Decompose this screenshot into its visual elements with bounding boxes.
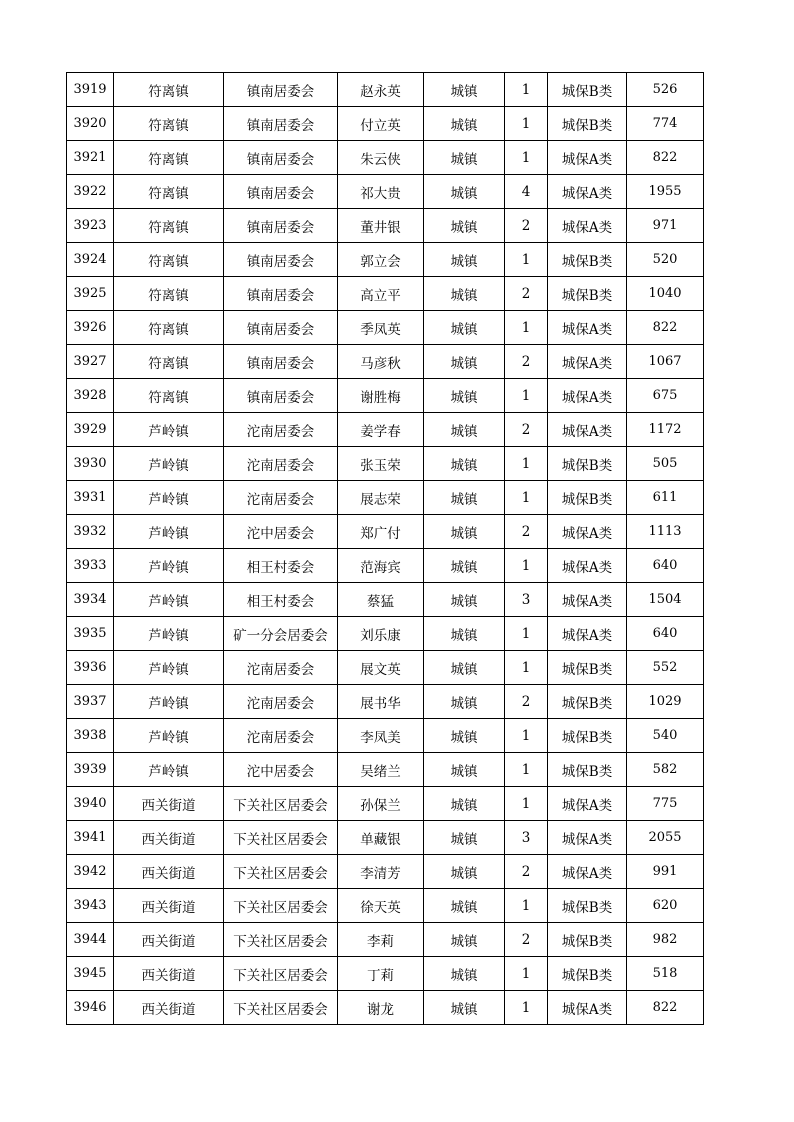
cell-name: 郭立会 (338, 243, 424, 277)
cell-serial-number: 3943 (67, 889, 114, 923)
cell-serial-number: 3929 (67, 413, 114, 447)
cell-serial-number: 3946 (67, 991, 114, 1025)
cell-area-type: 城镇 (424, 753, 505, 787)
cell-amount: 2055 (627, 821, 704, 855)
table-row (67, 73, 704, 107)
cell-town: 西关街道 (114, 923, 224, 957)
table-row (67, 379, 704, 413)
cell-name: 范海宾 (338, 549, 424, 583)
cell-area-type: 城镇 (424, 923, 505, 957)
cell-household-members: 3 (505, 583, 548, 617)
cell-amount: 822 (627, 991, 704, 1025)
cell-committee: 镇南居委会 (224, 345, 338, 379)
cell-committee: 镇南居委会 (224, 277, 338, 311)
table-row (67, 923, 704, 957)
cell-serial-number: 3926 (67, 311, 114, 345)
cell-amount: 982 (627, 923, 704, 957)
table-row (67, 515, 704, 549)
cell-town: 符离镇 (114, 311, 224, 345)
cell-town: 西关街道 (114, 787, 224, 821)
cell-serial-number: 3920 (67, 107, 114, 141)
cell-area-type: 城镇 (424, 175, 505, 209)
cell-town: 芦岭镇 (114, 583, 224, 617)
cell-committee: 沱中居委会 (224, 515, 338, 549)
table-row (67, 277, 704, 311)
cell-serial-number: 3922 (67, 175, 114, 209)
cell-household-members: 2 (505, 277, 548, 311)
cell-area-type: 城镇 (424, 719, 505, 753)
cell-name: 孙保兰 (338, 787, 424, 821)
cell-area-type: 城镇 (424, 617, 505, 651)
cell-name: 李莉 (338, 923, 424, 957)
cell-household-members: 1 (505, 753, 548, 787)
cell-committee: 镇南居委会 (224, 379, 338, 413)
cell-household-members: 1 (505, 447, 548, 481)
cell-area-type: 城镇 (424, 651, 505, 685)
cell-category: 城保A类 (548, 209, 627, 243)
cell-household-members: 1 (505, 719, 548, 753)
cell-category: 城保B类 (548, 651, 627, 685)
cell-town: 西关街道 (114, 855, 224, 889)
cell-name: 高立平 (338, 277, 424, 311)
table-row (67, 685, 704, 719)
cell-town: 符离镇 (114, 141, 224, 175)
cell-category: 城保B类 (548, 277, 627, 311)
cell-amount: 640 (627, 549, 704, 583)
table-row (67, 175, 704, 209)
cell-serial-number: 3945 (67, 957, 114, 991)
cell-amount: 540 (627, 719, 704, 753)
cell-serial-number: 3934 (67, 583, 114, 617)
cell-category: 城保B类 (548, 719, 627, 753)
cell-town: 芦岭镇 (114, 549, 224, 583)
cell-household-members: 1 (505, 889, 548, 923)
cell-area-type: 城镇 (424, 957, 505, 991)
cell-area-type: 城镇 (424, 311, 505, 345)
cell-area-type: 城镇 (424, 821, 505, 855)
cell-category: 城保B类 (548, 107, 627, 141)
cell-committee: 镇南居委会 (224, 175, 338, 209)
cell-serial-number: 3939 (67, 753, 114, 787)
cell-amount: 582 (627, 753, 704, 787)
cell-name: 祁大贵 (338, 175, 424, 209)
cell-household-members: 1 (505, 311, 548, 345)
cell-category: 城保B类 (548, 73, 627, 107)
cell-town: 芦岭镇 (114, 515, 224, 549)
cell-serial-number: 3927 (67, 345, 114, 379)
cell-town: 芦岭镇 (114, 413, 224, 447)
cell-category: 城保A类 (548, 141, 627, 175)
cell-area-type: 城镇 (424, 481, 505, 515)
cell-committee: 相王村委会 (224, 549, 338, 583)
cell-name: 姜学春 (338, 413, 424, 447)
cell-name: 李清芳 (338, 855, 424, 889)
cell-town: 西关街道 (114, 821, 224, 855)
table-row (67, 481, 704, 515)
cell-household-members: 2 (505, 923, 548, 957)
cell-name: 展文英 (338, 651, 424, 685)
cell-household-members: 1 (505, 141, 548, 175)
cell-category: 城保B类 (548, 957, 627, 991)
cell-town: 芦岭镇 (114, 753, 224, 787)
cell-area-type: 城镇 (424, 141, 505, 175)
cell-name: 赵永英 (338, 73, 424, 107)
cell-committee: 沱南居委会 (224, 685, 338, 719)
cell-amount: 775 (627, 787, 704, 821)
cell-amount: 520 (627, 243, 704, 277)
cell-name: 蔡猛 (338, 583, 424, 617)
cell-town: 芦岭镇 (114, 481, 224, 515)
cell-area-type: 城镇 (424, 243, 505, 277)
cell-amount: 822 (627, 141, 704, 175)
cell-town: 符离镇 (114, 277, 224, 311)
cell-area-type: 城镇 (424, 991, 505, 1025)
cell-area-type: 城镇 (424, 413, 505, 447)
table-row (67, 957, 704, 991)
cell-serial-number: 3944 (67, 923, 114, 957)
cell-committee: 沱南居委会 (224, 447, 338, 481)
cell-household-members: 1 (505, 617, 548, 651)
cell-serial-number: 3924 (67, 243, 114, 277)
cell-committee: 下关社区居委会 (224, 991, 338, 1025)
cell-amount: 675 (627, 379, 704, 413)
cell-household-members: 1 (505, 651, 548, 685)
cell-amount: 1504 (627, 583, 704, 617)
cell-committee: 沱南居委会 (224, 719, 338, 753)
table-row (67, 549, 704, 583)
cell-town: 符离镇 (114, 345, 224, 379)
cell-committee: 沱南居委会 (224, 413, 338, 447)
cell-household-members: 1 (505, 991, 548, 1025)
cell-amount: 971 (627, 209, 704, 243)
cell-serial-number: 3919 (67, 73, 114, 107)
cell-serial-number: 3938 (67, 719, 114, 753)
cell-category: 城保B类 (548, 923, 627, 957)
cell-name: 谢胜梅 (338, 379, 424, 413)
cell-amount: 1172 (627, 413, 704, 447)
table-row (67, 991, 704, 1025)
table-row (67, 889, 704, 923)
cell-category: 城保A类 (548, 379, 627, 413)
cell-amount: 518 (627, 957, 704, 991)
cell-household-members: 2 (505, 209, 548, 243)
cell-town: 芦岭镇 (114, 617, 224, 651)
cell-committee: 镇南居委会 (224, 73, 338, 107)
table-row (67, 719, 704, 753)
cell-name: 张玉荣 (338, 447, 424, 481)
table-row (67, 141, 704, 175)
cell-area-type: 城镇 (424, 583, 505, 617)
cell-committee: 沱南居委会 (224, 651, 338, 685)
table-row (67, 855, 704, 889)
cell-area-type: 城镇 (424, 515, 505, 549)
cell-serial-number: 3935 (67, 617, 114, 651)
table-row (67, 583, 704, 617)
cell-household-members: 1 (505, 243, 548, 277)
cell-town: 西关街道 (114, 991, 224, 1025)
cell-committee: 镇南居委会 (224, 141, 338, 175)
cell-name: 徐天英 (338, 889, 424, 923)
cell-committee: 下关社区居委会 (224, 855, 338, 889)
cell-committee: 镇南居委会 (224, 311, 338, 345)
cell-amount: 774 (627, 107, 704, 141)
cell-committee: 镇南居委会 (224, 243, 338, 277)
cell-town: 西关街道 (114, 957, 224, 991)
cell-household-members: 1 (505, 549, 548, 583)
table-row (67, 209, 704, 243)
cell-name: 谢龙 (338, 991, 424, 1025)
table-row (67, 345, 704, 379)
cell-amount: 1040 (627, 277, 704, 311)
cell-area-type: 城镇 (424, 855, 505, 889)
cell-category: 城保B类 (548, 243, 627, 277)
cell-serial-number: 3937 (67, 685, 114, 719)
cell-town: 符离镇 (114, 379, 224, 413)
cell-town: 芦岭镇 (114, 447, 224, 481)
cell-committee: 下关社区居委会 (224, 957, 338, 991)
table-row (67, 753, 704, 787)
cell-household-members: 1 (505, 73, 548, 107)
table-row (67, 821, 704, 855)
cell-serial-number: 3931 (67, 481, 114, 515)
cell-committee: 下关社区居委会 (224, 787, 338, 821)
table-row (67, 651, 704, 685)
cell-serial-number: 3933 (67, 549, 114, 583)
cell-household-members: 2 (505, 413, 548, 447)
cell-serial-number: 3930 (67, 447, 114, 481)
cell-serial-number: 3932 (67, 515, 114, 549)
cell-area-type: 城镇 (424, 73, 505, 107)
recipient-table (66, 72, 704, 1025)
cell-amount: 552 (627, 651, 704, 685)
cell-area-type: 城镇 (424, 107, 505, 141)
cell-name: 吴绪兰 (338, 753, 424, 787)
cell-area-type: 城镇 (424, 549, 505, 583)
cell-serial-number: 3921 (67, 141, 114, 175)
cell-amount: 1029 (627, 685, 704, 719)
cell-category: 城保B类 (548, 481, 627, 515)
cell-category: 城保A类 (548, 617, 627, 651)
cell-category: 城保A类 (548, 413, 627, 447)
cell-serial-number: 3923 (67, 209, 114, 243)
cell-amount: 822 (627, 311, 704, 345)
cell-category: 城保B类 (548, 753, 627, 787)
table-row (67, 107, 704, 141)
cell-category: 城保A类 (548, 991, 627, 1025)
cell-household-members: 3 (505, 821, 548, 855)
cell-town: 芦岭镇 (114, 719, 224, 753)
cell-area-type: 城镇 (424, 277, 505, 311)
cell-household-members: 1 (505, 481, 548, 515)
cell-area-type: 城镇 (424, 889, 505, 923)
cell-amount: 991 (627, 855, 704, 889)
cell-committee: 沱中居委会 (224, 753, 338, 787)
cell-town: 西关街道 (114, 889, 224, 923)
cell-town: 符离镇 (114, 209, 224, 243)
cell-amount: 640 (627, 617, 704, 651)
cell-name: 马彦秋 (338, 345, 424, 379)
table-row (67, 413, 704, 447)
cell-household-members: 4 (505, 175, 548, 209)
cell-name: 付立英 (338, 107, 424, 141)
cell-category: 城保B类 (548, 685, 627, 719)
cell-serial-number: 3941 (67, 821, 114, 855)
cell-committee: 下关社区居委会 (224, 923, 338, 957)
cell-category: 城保A类 (548, 345, 627, 379)
cell-area-type: 城镇 (424, 685, 505, 719)
cell-category: 城保A类 (548, 821, 627, 855)
cell-area-type: 城镇 (424, 447, 505, 481)
cell-amount: 526 (627, 73, 704, 107)
cell-household-members: 2 (505, 685, 548, 719)
cell-area-type: 城镇 (424, 345, 505, 379)
cell-serial-number: 3940 (67, 787, 114, 821)
cell-name: 丁莉 (338, 957, 424, 991)
cell-committee: 下关社区居委会 (224, 889, 338, 923)
cell-household-members: 1 (505, 787, 548, 821)
cell-name: 刘乐康 (338, 617, 424, 651)
cell-amount: 611 (627, 481, 704, 515)
cell-household-members: 2 (505, 515, 548, 549)
cell-household-members: 1 (505, 107, 548, 141)
table-row (67, 447, 704, 481)
cell-category: 城保A类 (548, 175, 627, 209)
cell-committee: 相王村委会 (224, 583, 338, 617)
cell-committee: 沱南居委会 (224, 481, 338, 515)
cell-area-type: 城镇 (424, 787, 505, 821)
cell-amount: 620 (627, 889, 704, 923)
cell-committee: 矿一分会居委会 (224, 617, 338, 651)
cell-serial-number: 3925 (67, 277, 114, 311)
cell-category: 城保A类 (548, 787, 627, 821)
cell-name: 朱云侠 (338, 141, 424, 175)
cell-town: 芦岭镇 (114, 685, 224, 719)
cell-name: 季凤英 (338, 311, 424, 345)
cell-town: 芦岭镇 (114, 651, 224, 685)
cell-name: 展书华 (338, 685, 424, 719)
cell-amount: 1067 (627, 345, 704, 379)
cell-town: 符离镇 (114, 107, 224, 141)
cell-name: 李凤美 (338, 719, 424, 753)
table-body (67, 73, 704, 1025)
table-row (67, 243, 704, 277)
cell-amount: 1955 (627, 175, 704, 209)
table-row (67, 787, 704, 821)
cell-household-members: 1 (505, 379, 548, 413)
table-row (67, 617, 704, 651)
cell-name: 展志荣 (338, 481, 424, 515)
cell-category: 城保A类 (548, 311, 627, 345)
cell-area-type: 城镇 (424, 209, 505, 243)
cell-household-members: 2 (505, 855, 548, 889)
cell-committee: 下关社区居委会 (224, 821, 338, 855)
cell-name: 郑广付 (338, 515, 424, 549)
cell-committee: 镇南居委会 (224, 107, 338, 141)
cell-amount: 1113 (627, 515, 704, 549)
cell-name: 单藏银 (338, 821, 424, 855)
cell-household-members: 1 (505, 957, 548, 991)
cell-town: 符离镇 (114, 175, 224, 209)
cell-category: 城保A类 (548, 515, 627, 549)
cell-name: 董井银 (338, 209, 424, 243)
cell-category: 城保A类 (548, 549, 627, 583)
cell-serial-number: 3928 (67, 379, 114, 413)
table-row (67, 311, 704, 345)
cell-committee: 镇南居委会 (224, 209, 338, 243)
cell-town: 符离镇 (114, 73, 224, 107)
cell-category: 城保B类 (548, 889, 627, 923)
cell-serial-number: 3936 (67, 651, 114, 685)
cell-category: 城保B类 (548, 447, 627, 481)
cell-category: 城保A类 (548, 855, 627, 889)
cell-amount: 505 (627, 447, 704, 481)
cell-household-members: 2 (505, 345, 548, 379)
cell-category: 城保A类 (548, 583, 627, 617)
cell-serial-number: 3942 (67, 855, 114, 889)
cell-town: 符离镇 (114, 243, 224, 277)
cell-area-type: 城镇 (424, 379, 505, 413)
